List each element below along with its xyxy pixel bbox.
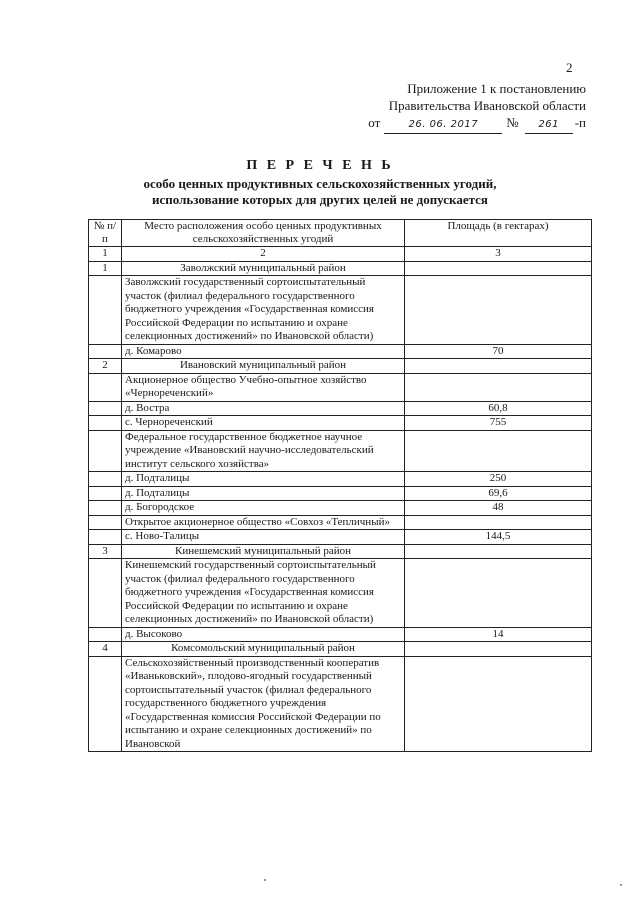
cell-place: с. Ново-Талицы (122, 530, 405, 545)
cell-place: Открытое акционерное общество «Совхоз «Тепличный» (122, 515, 405, 530)
cell-area (405, 515, 592, 530)
cell-place: Ивановский муниципальный район (122, 359, 405, 374)
cell-area: 250 (405, 472, 592, 487)
locality-row (89, 486, 592, 501)
cell-num (89, 486, 122, 501)
attachment-line-2: Правительства Ивановской области (388, 98, 586, 113)
cell-area (405, 642, 592, 657)
cell-area: 60,8 (405, 401, 592, 416)
cell-num: 2 (89, 359, 122, 374)
cell-num: 4 (89, 642, 122, 657)
locality-row (89, 627, 592, 642)
cell-area (405, 430, 592, 472)
header-num: № п/п (89, 220, 122, 247)
column-number-row (89, 247, 592, 262)
table-header-row (89, 220, 592, 247)
organization-row (89, 656, 592, 752)
organization-row (89, 430, 592, 472)
cell-place: д. Подталицы (122, 472, 405, 487)
cell-place: Акционерное общество Учебно-опытное хозяйство «Чернореченский» (122, 373, 405, 401)
locality-row (89, 401, 592, 416)
scan-dust-mark (264, 879, 266, 881)
cell-num (89, 515, 122, 530)
cell-area (405, 544, 592, 559)
attachment-reference (346, 114, 586, 134)
cell-area: 755 (405, 416, 592, 431)
handwritten-date: 26. 06. 2017 (384, 116, 502, 134)
cell-num (89, 401, 122, 416)
locality-row (89, 501, 592, 516)
cell-area (405, 359, 592, 374)
number-label: № (506, 115, 519, 130)
locality-row (89, 416, 592, 431)
cell-place: с. Чернореченский (122, 416, 405, 431)
cell-area: 69,6 (405, 486, 592, 501)
header-place: Место расположения особо ценных продуктивных сельскохозяйственных угодий (122, 220, 405, 247)
locality-row (89, 530, 592, 545)
cell-place: Сельскохозяйственный производственный кооператив «Иваньковский», плодово-ягодный государственный сортоиспытательный участок (филиал федерального государственного бюджетного учреждения «Государственная комиссия Российской Федерации по испытанию и охране селекционных достижений» по Ивановской (122, 656, 405, 752)
number-suffix: -п (574, 115, 586, 130)
land-list-table (88, 219, 592, 752)
district-row (89, 544, 592, 559)
locality-row (89, 472, 592, 487)
cell-place: Кинешемский государственный сортоиспытательный участок (филиал федерального государственного бюджетного учреждения «Государственная комиссия Российской Федерации по испытанию и охране селекционных достижений» по Ивановской области) (122, 559, 405, 628)
cell-place: д. Комарово (122, 344, 405, 359)
header-area: Площадь (в гектарах) (405, 220, 592, 247)
district-row (89, 642, 592, 657)
cell-place: Заволжский муниципальный район (122, 261, 405, 276)
cell-num (89, 276, 122, 345)
page-number: 2 (566, 60, 573, 75)
organization-row (89, 515, 592, 530)
cell-place: Федеральное государственное бюджетное научное учреждение «Ивановский научно-исследовательский институт сельского хозяйства» (122, 430, 405, 472)
cell-num (89, 656, 122, 752)
col-number-3: 3 (405, 247, 592, 262)
cell-area (405, 373, 592, 401)
cell-place: д. Подталицы (122, 486, 405, 501)
scan-dust-mark (620, 884, 622, 886)
cell-place: Комсомольский муниципальный район (122, 642, 405, 657)
cell-num (89, 627, 122, 642)
col-number-1: 1 (89, 247, 122, 262)
cell-num (89, 430, 122, 472)
attachment-line-1: Приложение 1 к постановлению (407, 81, 586, 96)
district-row (89, 261, 592, 276)
cell-num: 3 (89, 544, 122, 559)
cell-area (405, 656, 592, 752)
cell-place: д. Богородское (122, 501, 405, 516)
cell-num (89, 501, 122, 516)
cell-area: 70 (405, 344, 592, 359)
cell-num (89, 472, 122, 487)
cell-num (89, 344, 122, 359)
cell-area: 144,5 (405, 530, 592, 545)
document-title: П Е Р Е Ч Е Н Ь (246, 158, 394, 173)
cell-area: 48 (405, 501, 592, 516)
organization-row (89, 373, 592, 401)
locality-row (89, 344, 592, 359)
cell-num (89, 416, 122, 431)
attachment-block (346, 80, 586, 134)
cell-num (89, 559, 122, 628)
organization-row (89, 276, 592, 345)
col-number-2: 2 (122, 247, 405, 262)
subtitle-line-2: использование которых для других целей не допускается (152, 192, 488, 207)
cell-area (405, 276, 592, 345)
cell-num (89, 373, 122, 401)
cell-num: 1 (89, 261, 122, 276)
district-row (89, 359, 592, 374)
from-label: от (368, 115, 381, 130)
cell-num (89, 530, 122, 545)
cell-place: д. Востра (122, 401, 405, 416)
organization-row (89, 559, 592, 628)
cell-place: Заволжский государственный сортоиспытательный участок (филиал федерального государственного бюджетного учреждения «Государственная комиссия Российской Федерации по испытанию и охране селекционных достижений» по Ивановской области) (122, 276, 405, 345)
document-subtitle (60, 176, 580, 208)
cell-area: 14 (405, 627, 592, 642)
cell-place: д. Высоково (122, 627, 405, 642)
cell-place: Кинешемский муниципальный район (122, 544, 405, 559)
cell-area (405, 261, 592, 276)
handwritten-number: 261 (525, 116, 573, 134)
cell-area (405, 559, 592, 628)
subtitle-line-1: особо ценных продуктивных сельскохозяйственных угодий, (143, 176, 497, 191)
